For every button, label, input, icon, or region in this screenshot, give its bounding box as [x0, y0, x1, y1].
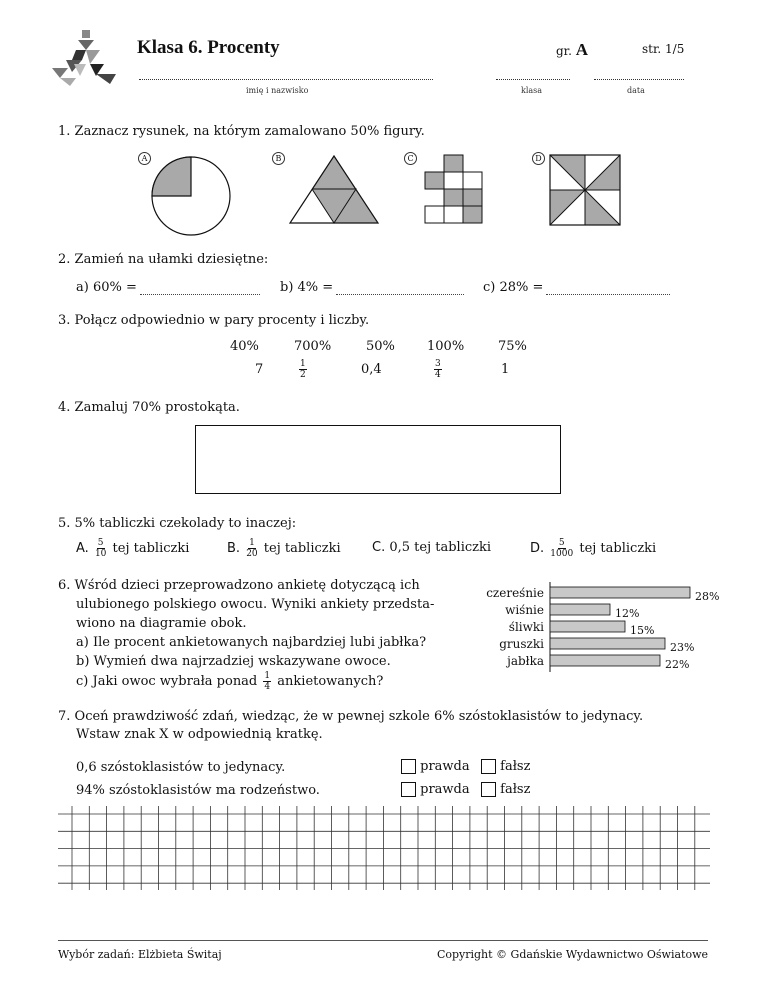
- option-d-label: D: [532, 152, 545, 165]
- q5-d-letter: D.: [530, 541, 545, 556]
- q6-line-2: ulubionego polskiego owocu. Wyniki ankiety przedsta-: [76, 597, 435, 612]
- q5-a-num: 5: [97, 538, 104, 548]
- q7-s1-false-checkbox[interactable]: [481, 759, 496, 774]
- chart-category-label: jabłka: [507, 654, 544, 668]
- q1-option-d[interactable]: [532, 150, 545, 165]
- q3-number-3[interactable]: 0,4: [361, 362, 382, 377]
- q5-b-den: 20: [246, 549, 258, 559]
- footer-author: Wybór zadań: Elżbieta Świtaj: [58, 948, 222, 961]
- group-letter: A: [575, 40, 589, 59]
- q7-statement-2: 94% szóstoklasistów ma rodzeństwo.: [76, 783, 320, 798]
- q7-line-1: 7. Oceń prawdziwość zdań, wiedząc, że w pewnej szkole 6% szóstoklasistów to jedynacy.: [58, 709, 644, 724]
- q6-text: [58, 576, 434, 692]
- q6-line-5: b) Wymień dwa najrzadziej wskazywane owoce.: [76, 654, 391, 669]
- date-field[interactable]: [594, 79, 684, 80]
- group-label: [556, 40, 588, 60]
- q5-b-letter: B.: [227, 541, 241, 556]
- chart-bar: [550, 621, 625, 632]
- q5-d-num: 5: [558, 538, 565, 548]
- chart-category-label: czereśnie: [486, 586, 544, 600]
- option-b-label: B: [272, 152, 285, 165]
- option-a-label: A: [138, 152, 151, 165]
- q3-percent-2[interactable]: 700%: [294, 339, 332, 354]
- q4-text: 4. Zamaluj 70% prostokąta.: [58, 400, 240, 415]
- q7-line-2: Wstaw znak X w odpowiednią kratkę.: [76, 727, 323, 742]
- q3-number-1[interactable]: 7: [255, 362, 264, 377]
- q3-number-5[interactable]: 1: [501, 362, 510, 377]
- q5-a-tail: tej tabliczki: [112, 541, 190, 556]
- q5-d-den: 1000: [550, 549, 574, 559]
- group-prefix: gr.: [556, 44, 572, 58]
- q2-b: [280, 280, 464, 295]
- figure-d-square[interactable]: [549, 154, 621, 226]
- name-field[interactable]: [139, 79, 433, 80]
- fruit-bar-chart: [470, 580, 720, 680]
- q2-c: [483, 280, 670, 295]
- publisher-logo: [46, 28, 124, 86]
- q7-s2-false-checkbox[interactable]: [481, 782, 496, 797]
- q5-c-letter: C.: [372, 540, 386, 555]
- q7-s2-true-checkbox[interactable]: [401, 782, 416, 797]
- class-caption: klasa: [521, 86, 543, 95]
- q7-s2-false-label: fałsz: [500, 782, 531, 797]
- footer-rule: [58, 940, 708, 941]
- name-caption: imię i nazwisko: [246, 86, 309, 95]
- q5-b-num: 1: [249, 538, 255, 548]
- q1-option-b[interactable]: [272, 150, 285, 165]
- figure-b-triangle[interactable]: [288, 155, 380, 225]
- q2-a: [76, 280, 260, 295]
- chart-category-label: gruszki: [499, 637, 544, 651]
- class-field[interactable]: [496, 79, 570, 80]
- chart-category-label: śliwki: [508, 620, 544, 634]
- chart-category-label: wiśnie: [505, 603, 544, 617]
- figure-a-circle[interactable]: [150, 155, 232, 237]
- q5-option-c[interactable]: [372, 540, 491, 555]
- q1-text: 1. Zaznacz rysunek, na którym zamalowano 50% figury.: [58, 124, 425, 139]
- chart-value-label: 22%: [665, 658, 690, 671]
- q6-line-6b: ankietowanych?: [277, 674, 384, 689]
- q7-s2-false[interactable]: [481, 782, 530, 797]
- q5-c-tail: 0,5 tej tabliczki: [389, 540, 492, 555]
- q5-a-den: 10: [94, 549, 107, 559]
- chart-value-label: 12%: [615, 607, 640, 620]
- q6-line-6a: c) Jaki owoc wybrała ponad: [76, 674, 258, 689]
- q3-number-2[interactable]: $\frac{1}{2}$: [300, 359, 306, 380]
- q3-percent-1[interactable]: 40%: [230, 339, 259, 354]
- q6-frac-den: 4: [264, 682, 271, 692]
- q7-s1-false[interactable]: [481, 759, 530, 774]
- q2-b-answer[interactable]: [336, 294, 464, 295]
- q5-option-b[interactable]: [227, 538, 341, 559]
- page-number: str. 1/5: [642, 42, 685, 56]
- figure-c-squares[interactable]: [424, 154, 486, 224]
- q7-s1-true-label: prawda: [420, 759, 470, 774]
- answer-grid[interactable]: [58, 806, 710, 890]
- date-caption: data: [627, 86, 645, 95]
- footer-copyright: Copyright © Gdańskie Wydawnictwo Oświatowe: [436, 948, 708, 961]
- q1-option-c[interactable]: [404, 150, 417, 165]
- q7-s2-true-label: prawda: [420, 782, 470, 797]
- q2-b-label: b) 4% =: [280, 280, 334, 295]
- chart-value-label: 28%: [695, 590, 720, 603]
- q3-percent-3[interactable]: 50%: [366, 339, 395, 354]
- chart-bar: [550, 655, 660, 666]
- q5-a-letter: A.: [76, 541, 89, 556]
- option-c-label: C: [404, 152, 417, 165]
- q3-percent-4[interactable]: 100%: [427, 339, 465, 354]
- q7-s1-false-label: fałsz: [500, 759, 531, 774]
- q2-c-answer[interactable]: [546, 294, 670, 295]
- q7-s1-true-checkbox[interactable]: [401, 759, 416, 774]
- q3-percent-5[interactable]: 75%: [498, 339, 527, 354]
- q5-b-tail: tej tabliczki: [263, 541, 341, 556]
- q6-line-1: 6. Wśród dzieci przeprowadzono ankietę dotyczącą ich: [58, 578, 420, 593]
- q6-frac-num: 1: [264, 671, 271, 681]
- q5-text: 5. 5% tabliczki czekolady to inaczej:: [58, 516, 297, 531]
- q6-line-6: [58, 671, 434, 692]
- q2-c-label: c) 28% =: [483, 280, 544, 295]
- q5-option-d[interactable]: [530, 538, 656, 559]
- q7-s2-true[interactable]: [401, 782, 470, 797]
- q5-option-a[interactable]: [76, 538, 189, 559]
- chart-bar: [550, 587, 690, 598]
- q2-text: 2. Zamień na ułamki dziesiętne:: [58, 252, 269, 267]
- chart-bar: [550, 638, 665, 649]
- q7-s1-true[interactable]: [401, 759, 470, 774]
- q3-text: 3. Połącz odpowiednio w pary procenty i liczby.: [58, 313, 370, 328]
- q6-line-4: a) Ile procent ankietowanych najbardziej lubi jabłka?: [76, 635, 427, 650]
- q7-statement-1: 0,6 szóstoklasistów to jedynacy.: [76, 760, 286, 775]
- chart-value-label: 15%: [630, 624, 655, 637]
- worksheet-title: Klasa 6. Procenty: [137, 37, 280, 58]
- chart-bar: [550, 604, 610, 615]
- q2-a-label: a) 60% =: [76, 280, 137, 295]
- q4-rectangle[interactable]: [195, 425, 561, 494]
- q6-line-3: wiono na diagramie obok.: [76, 616, 247, 631]
- q3-number-4[interactable]: $\frac{3}{4}$: [435, 359, 441, 380]
- chart-value-label: 23%: [670, 641, 695, 654]
- q5-d-tail: tej tabliczki: [579, 541, 657, 556]
- q2-a-answer[interactable]: [140, 294, 260, 295]
